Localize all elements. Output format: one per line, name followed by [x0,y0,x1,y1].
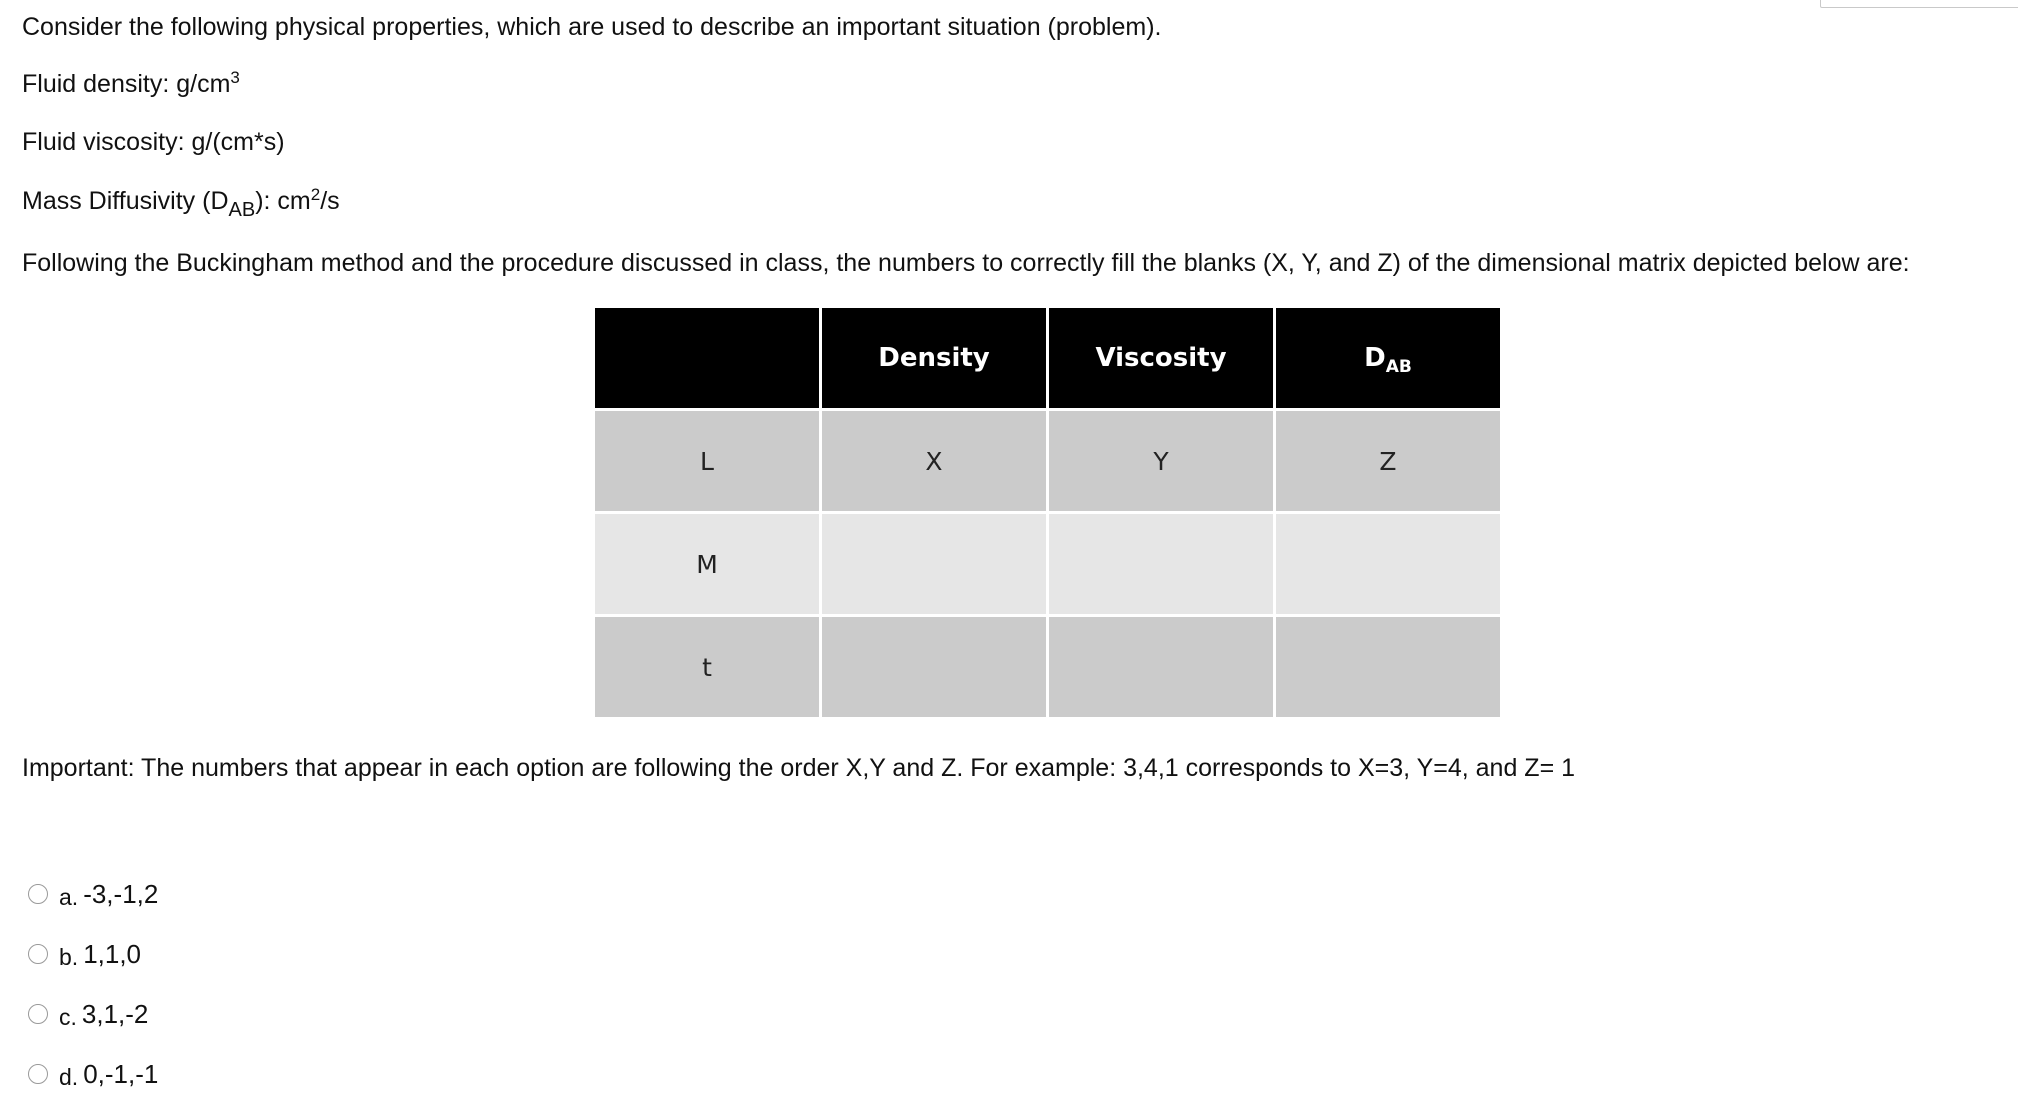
matrix-row-t [595,617,1500,717]
diffusivity-prefix: Mass Diffusivity (D [22,187,229,215]
dab-subscript: AB [1385,357,1412,377]
option-c[interactable] [28,984,158,1044]
matrix-header-viscosity: Viscosity [1049,308,1273,408]
matrix-header-blank [595,308,819,408]
question-intro: Consider the following physical properties, which are used to describe an important situation (problem). [22,13,1162,41]
option-letter: c. [59,1003,77,1030]
diffusivity-subscript: AB [228,199,256,221]
diffusivity-mid: ): cm [255,187,311,215]
matrix-cell [1276,617,1500,717]
option-letter: a. [59,883,79,910]
radio-button-b[interactable] [28,944,48,964]
viscosity-property: Fluid viscosity: g/(cm*s) [22,128,285,156]
radio-button-d[interactable] [28,1064,48,1084]
matrix-cell: t [595,617,819,717]
density-property [22,69,240,99]
matrix-cell: M [595,514,819,614]
question-note: Important: The numbers that appear in each option are following the order X,Y and Z. For example: 3,4,1 corresponds to X=3, Y=4, and Z= 1 [22,754,1576,782]
option-text: 3,1,-2 [81,998,149,1029]
option-d[interactable] [28,1044,158,1104]
matrix-cell: Y [1049,411,1273,511]
diffusivity-exponent: 2 [310,185,321,204]
matrix-header-row [595,308,1500,408]
option-b[interactable] [28,924,158,984]
matrix-cell [822,514,1046,614]
option-letter: b. [59,943,79,970]
dab-label: D [1364,343,1386,373]
radio-button-c[interactable] [28,1004,48,1024]
option-text: 1,1,0 [83,938,142,969]
density-exponent: 3 [230,68,240,87]
option-a[interactable] [28,864,158,924]
option-text: -3,-1,2 [83,878,159,909]
matrix-cell: Z [1276,411,1500,511]
density-label: Fluid density: g/cm [22,70,231,98]
option-letter: d. [59,1063,79,1090]
matrix-cell: L [595,411,819,511]
answer-options [28,864,158,1104]
corner-box [1820,0,2018,8]
diffusivity-property [22,185,340,221]
radio-button-a[interactable] [28,884,48,904]
matrix-header-dab [1276,308,1500,408]
dimensional-matrix [592,305,1503,720]
matrix-cell [1276,514,1500,614]
matrix-header-density: Density [822,308,1046,408]
matrix-cell [1049,617,1273,717]
matrix-cell [822,617,1046,717]
matrix-row-L [595,411,1500,511]
diffusivity-suffix: /s [320,187,340,215]
question-instruction: Following the Buckingham method and the procedure discussed in class, the numbers to correctly fill the blanks (X, Y, and Z) of the dimensional matrix depicted below are: [22,249,1910,277]
option-text: 0,-1,-1 [83,1058,159,1089]
matrix-cell: X [822,411,1046,511]
matrix-row-M [595,514,1500,614]
matrix-cell [1049,514,1273,614]
